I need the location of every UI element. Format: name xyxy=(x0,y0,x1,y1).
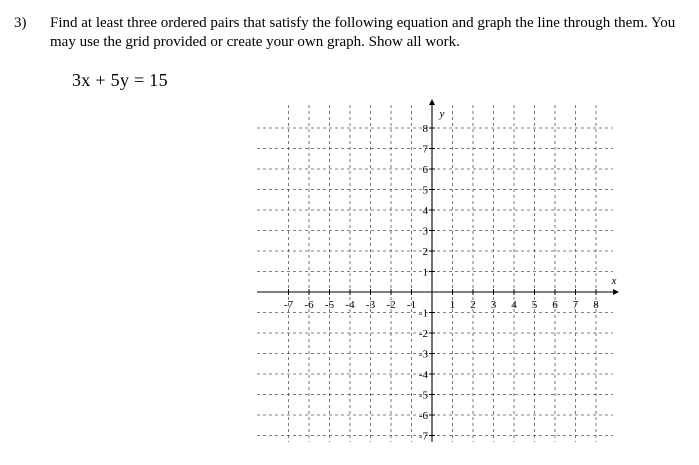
x-tick-label: -4 xyxy=(345,299,355,311)
y-tick-label: -1 xyxy=(418,307,428,320)
y-tick-label: 1 xyxy=(422,266,428,279)
x-tick-label: 6 xyxy=(552,299,558,311)
y-tick-label: 7 xyxy=(422,143,428,156)
x-tick-label: 2 xyxy=(470,299,476,311)
x-tick-label: 7 xyxy=(572,299,579,311)
y-tick-label: 8 xyxy=(422,123,428,135)
x-axis-arrow-icon xyxy=(613,289,619,295)
x-tick-label: 8 xyxy=(593,299,599,311)
x-tick-label: -3 xyxy=(365,299,376,311)
y-tick-label: -7 xyxy=(418,430,428,443)
y-axis-label: y xyxy=(439,108,445,120)
x-tick-label: -1 xyxy=(406,299,417,311)
y-tick-label: 5 xyxy=(422,184,428,197)
x-tick-label: -5 xyxy=(324,299,335,311)
y-tick-label: -3 xyxy=(418,348,428,361)
x-tick-label: 4 xyxy=(511,299,517,311)
x-tick-label: 5 xyxy=(531,299,538,311)
problem-text: Find at least three ordered pairs that satisfy the following equation and graph the line through them. You may use the grid provided or create your own graph. Show all work. xyxy=(50,15,676,50)
y-tick-label: 6 xyxy=(422,164,428,176)
y-tick-label: -2 xyxy=(418,328,428,340)
x-tick-label: -6 xyxy=(304,299,314,311)
y-tick-label: -5 xyxy=(418,389,428,402)
y-axis-arrow-icon xyxy=(429,99,435,105)
equation: 3x + 5y = 15 xyxy=(72,70,168,90)
x-tick-label: -7 xyxy=(283,299,294,311)
y-tick-label: 4 xyxy=(422,205,428,217)
problem-number: 3) xyxy=(14,15,27,31)
x-tick-label: 1 xyxy=(449,299,456,311)
y-tick-label: 3 xyxy=(422,225,428,238)
y-tick-label: -4 xyxy=(418,369,428,381)
x-tick-label: 3 xyxy=(490,299,497,311)
y-tick-label: -6 xyxy=(418,410,428,422)
x-axis-label: x xyxy=(611,275,617,287)
y-tick-label: 2 xyxy=(422,246,428,258)
x-tick-label: -2 xyxy=(386,299,396,311)
